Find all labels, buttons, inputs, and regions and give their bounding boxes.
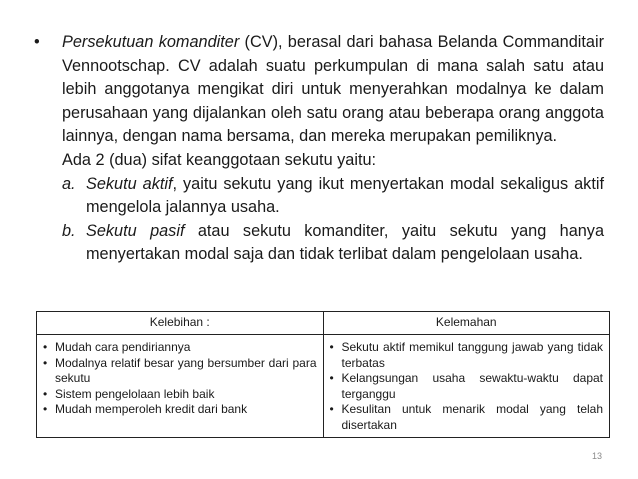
- list-item: • Sistem pengelolaan lebih baik: [43, 387, 317, 403]
- table-header-row: [37, 312, 610, 335]
- list-item: • Mudah memperoleh kredit dari bank: [43, 402, 317, 418]
- sub-item-description: atau sekutu komanditer, yaitu sekutu yang hanya menyertakan modal saja dan tidak terlibat dalam pengelolaan usaha.: [86, 221, 604, 264]
- term-sekutu-pasif: Sekutu pasif: [86, 221, 185, 240]
- kelemahan-list: [330, 340, 604, 433]
- bullet-text: [62, 31, 604, 149]
- table-row: [37, 335, 610, 438]
- sub-item-text: [86, 173, 604, 220]
- sub-item-letter: a.: [62, 174, 76, 193]
- content-block: [34, 31, 604, 267]
- term-sekutu-aktif: Sekutu aktif: [86, 174, 173, 193]
- list-item: • Sekutu aktif memikul tanggung jawab yang tidak terbatas: [330, 340, 604, 371]
- intro-line: Ada 2 (dua) sifat keanggotaan sekutu yaitu:: [62, 150, 377, 169]
- kelebihan-list: [43, 340, 317, 418]
- list-item: • Mudah cara pendiriannya: [43, 340, 317, 356]
- sub-item-sekutu-pasif: [62, 220, 604, 267]
- sub-item-sekutu-aktif: [62, 173, 604, 220]
- header-kelebihan: Kelebihan :: [37, 312, 324, 335]
- comparison-table: [36, 311, 610, 438]
- term-persekutuan-komanditer: Persekutuan komanditer: [62, 33, 240, 51]
- list-item: • Kesulitan untuk menarik modal yang telah disertakan: [330, 402, 604, 433]
- bullet-icon: •: [34, 33, 40, 51]
- list-item: • Modalnya relatif besar yang bersumber dari para sekutu: [43, 356, 317, 387]
- sub-item-description: , yaitu sekutu yang ikut menyertakan modal sekaligus aktif mengelola jalannya usaha.: [86, 174, 604, 217]
- list-item: • Kelangsungan usaha sewaktu-waktu dapat terganggu: [330, 371, 604, 402]
- page-number: 13: [591, 451, 602, 461]
- kelemahan-cell: [323, 335, 610, 438]
- sub-item-text: [86, 220, 604, 267]
- bullet-description: (CV), berasal dari bahasa Belanda Commanditair Vennootschap. CV adalah suatu perkumpulan di mana salah satu atau lebih anggotanya mengikat diri untuk menyerahkan modalnya ke dalam perusahaan yang dijalankan oleh satu orang atau beberapa orang anggota lainnya, dengan nama bersama, dan mereka merupakan pemiliknya.: [62, 33, 604, 146]
- kelebihan-cell: [37, 335, 324, 438]
- bullet-paragraph: [34, 31, 604, 149]
- sub-item-letter: b.: [62, 221, 76, 240]
- header-kelemahan: Kelemahan: [323, 312, 610, 335]
